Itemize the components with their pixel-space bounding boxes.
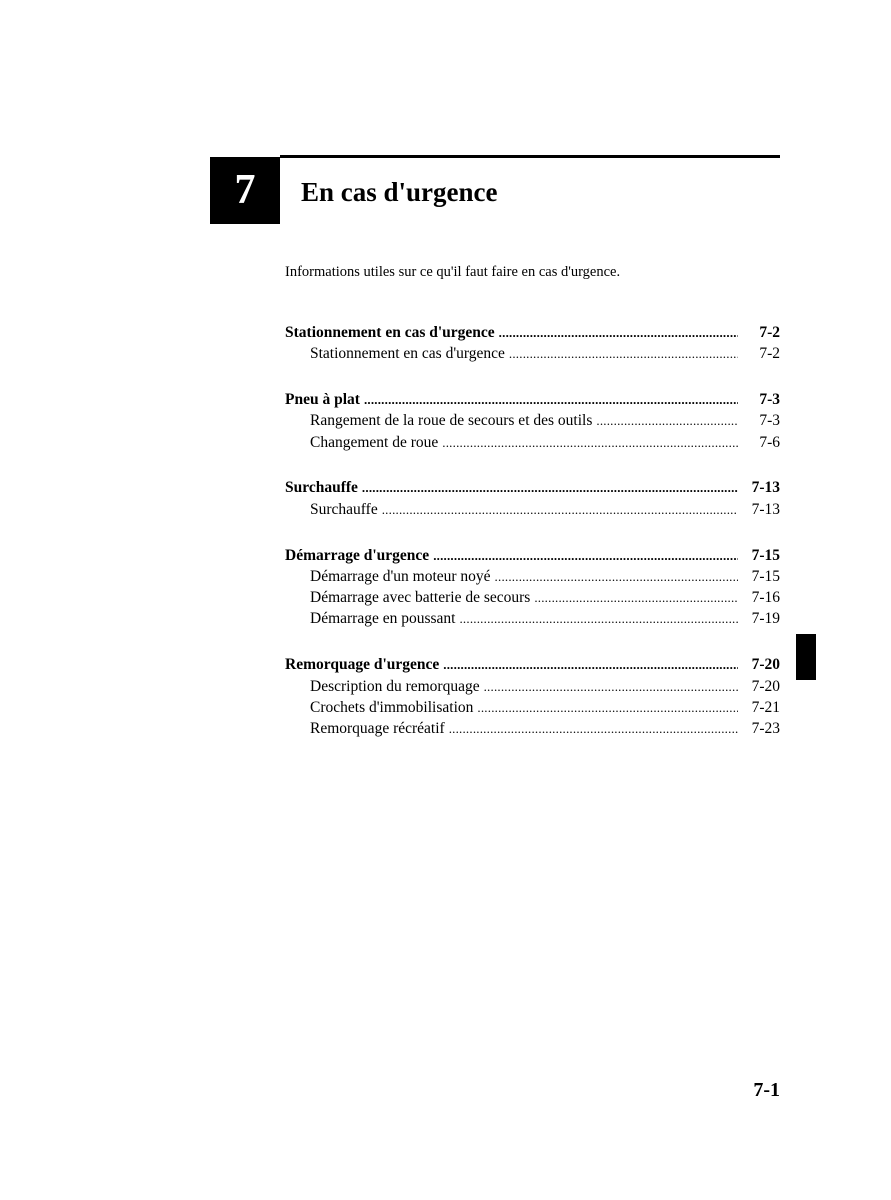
toc-item-label: Changement de roue [310, 433, 439, 451]
dot-leader [477, 697, 738, 718]
toc-item-page: 7-3 [759, 412, 780, 430]
dot-leader [499, 322, 738, 343]
toc-heading-page: 7-13 [751, 479, 780, 497]
toc-heading-label: Démarrage d'urgence [285, 546, 430, 564]
title-rule [280, 155, 780, 158]
toc-section [285, 322, 780, 365]
toc-item-page: 7-20 [751, 677, 780, 695]
dot-leader [495, 566, 738, 587]
dot-leader [484, 676, 738, 697]
dot-leader [596, 410, 738, 431]
toc-heading-link[interactable] [285, 545, 780, 566]
toc-item-link[interactable] [285, 343, 780, 364]
toc-heading-page: 7-20 [751, 656, 780, 674]
toc-heading-link[interactable] [285, 477, 780, 498]
toc-item-label: Démarrage d'un moteur noyé [310, 567, 491, 585]
chapter-number-box [210, 157, 280, 224]
chapter-thumb-tab [796, 634, 816, 680]
dot-leader [364, 389, 738, 410]
dot-leader [382, 499, 738, 520]
toc-item-label: Rangement de la roue de secours et des outils [310, 412, 593, 430]
toc-heading-label: Remorquage d'urgence [285, 656, 440, 674]
toc-item-link[interactable] [285, 410, 780, 431]
page-number: 7-1 [753, 1079, 780, 1101]
dot-leader [509, 343, 738, 364]
chapter-number: 7 [234, 167, 256, 213]
toc-item-link[interactable] [285, 608, 780, 629]
toc-item-link[interactable] [285, 718, 780, 739]
toc-item-link[interactable] [285, 432, 780, 453]
toc-heading-page: 7-2 [759, 324, 780, 341]
toc-heading-link[interactable] [285, 389, 780, 410]
chapter-title: En cas d'urgence [301, 177, 498, 207]
toc-item-link[interactable] [285, 566, 780, 587]
toc-item-link[interactable] [285, 499, 780, 520]
toc-item-label: Description du remorquage [310, 677, 480, 695]
toc-item-page: 7-15 [751, 567, 780, 585]
toc-item-page: 7-21 [751, 698, 780, 716]
toc-heading-link[interactable] [285, 654, 780, 675]
dot-leader [443, 654, 738, 675]
toc-item-page: 7-13 [751, 500, 780, 518]
chapter-intro: Informations utiles sur ce qu'il faut faire en cas d'urgence. [285, 264, 621, 280]
toc-item-label: Démarrage avec batterie de secours [310, 589, 531, 607]
dot-leader [534, 587, 738, 608]
dot-leader [442, 432, 738, 453]
dot-leader [433, 545, 738, 566]
toc-heading-label: Surchauffe [285, 479, 358, 497]
toc-item-label: Crochets d'immobilisation [310, 698, 474, 716]
toc-item-label: Surchauffe [310, 500, 378, 518]
toc-section [285, 477, 780, 520]
table-of-contents [285, 322, 780, 764]
dot-leader [362, 477, 738, 498]
toc-item-link[interactable] [285, 587, 780, 608]
toc-heading-label: Stationnement en cas d'urgence [285, 324, 495, 341]
toc-item-label: Démarrage en poussant [310, 610, 456, 628]
toc-heading-page: 7-15 [751, 546, 780, 564]
toc-item-label: Remorquage récréatif [310, 720, 445, 738]
toc-item-page: 7-6 [759, 433, 780, 451]
toc-section [285, 389, 780, 453]
toc-item-link[interactable] [285, 697, 780, 718]
toc-heading-label: Pneu à plat [285, 391, 360, 409]
dot-leader [449, 718, 738, 739]
toc-item-page: 7-16 [751, 589, 780, 607]
dot-leader [459, 608, 738, 629]
toc-item-link[interactable] [285, 676, 780, 697]
toc-heading-link[interactable] [285, 322, 780, 343]
toc-item-label: Stationnement en cas d'urgence [310, 345, 505, 363]
toc-item-page: 7-2 [759, 345, 780, 363]
toc-section [285, 545, 780, 630]
toc-heading-page: 7-3 [759, 391, 780, 409]
toc-section [285, 654, 780, 739]
toc-item-page: 7-19 [751, 610, 780, 628]
toc-item-page: 7-23 [751, 720, 780, 738]
